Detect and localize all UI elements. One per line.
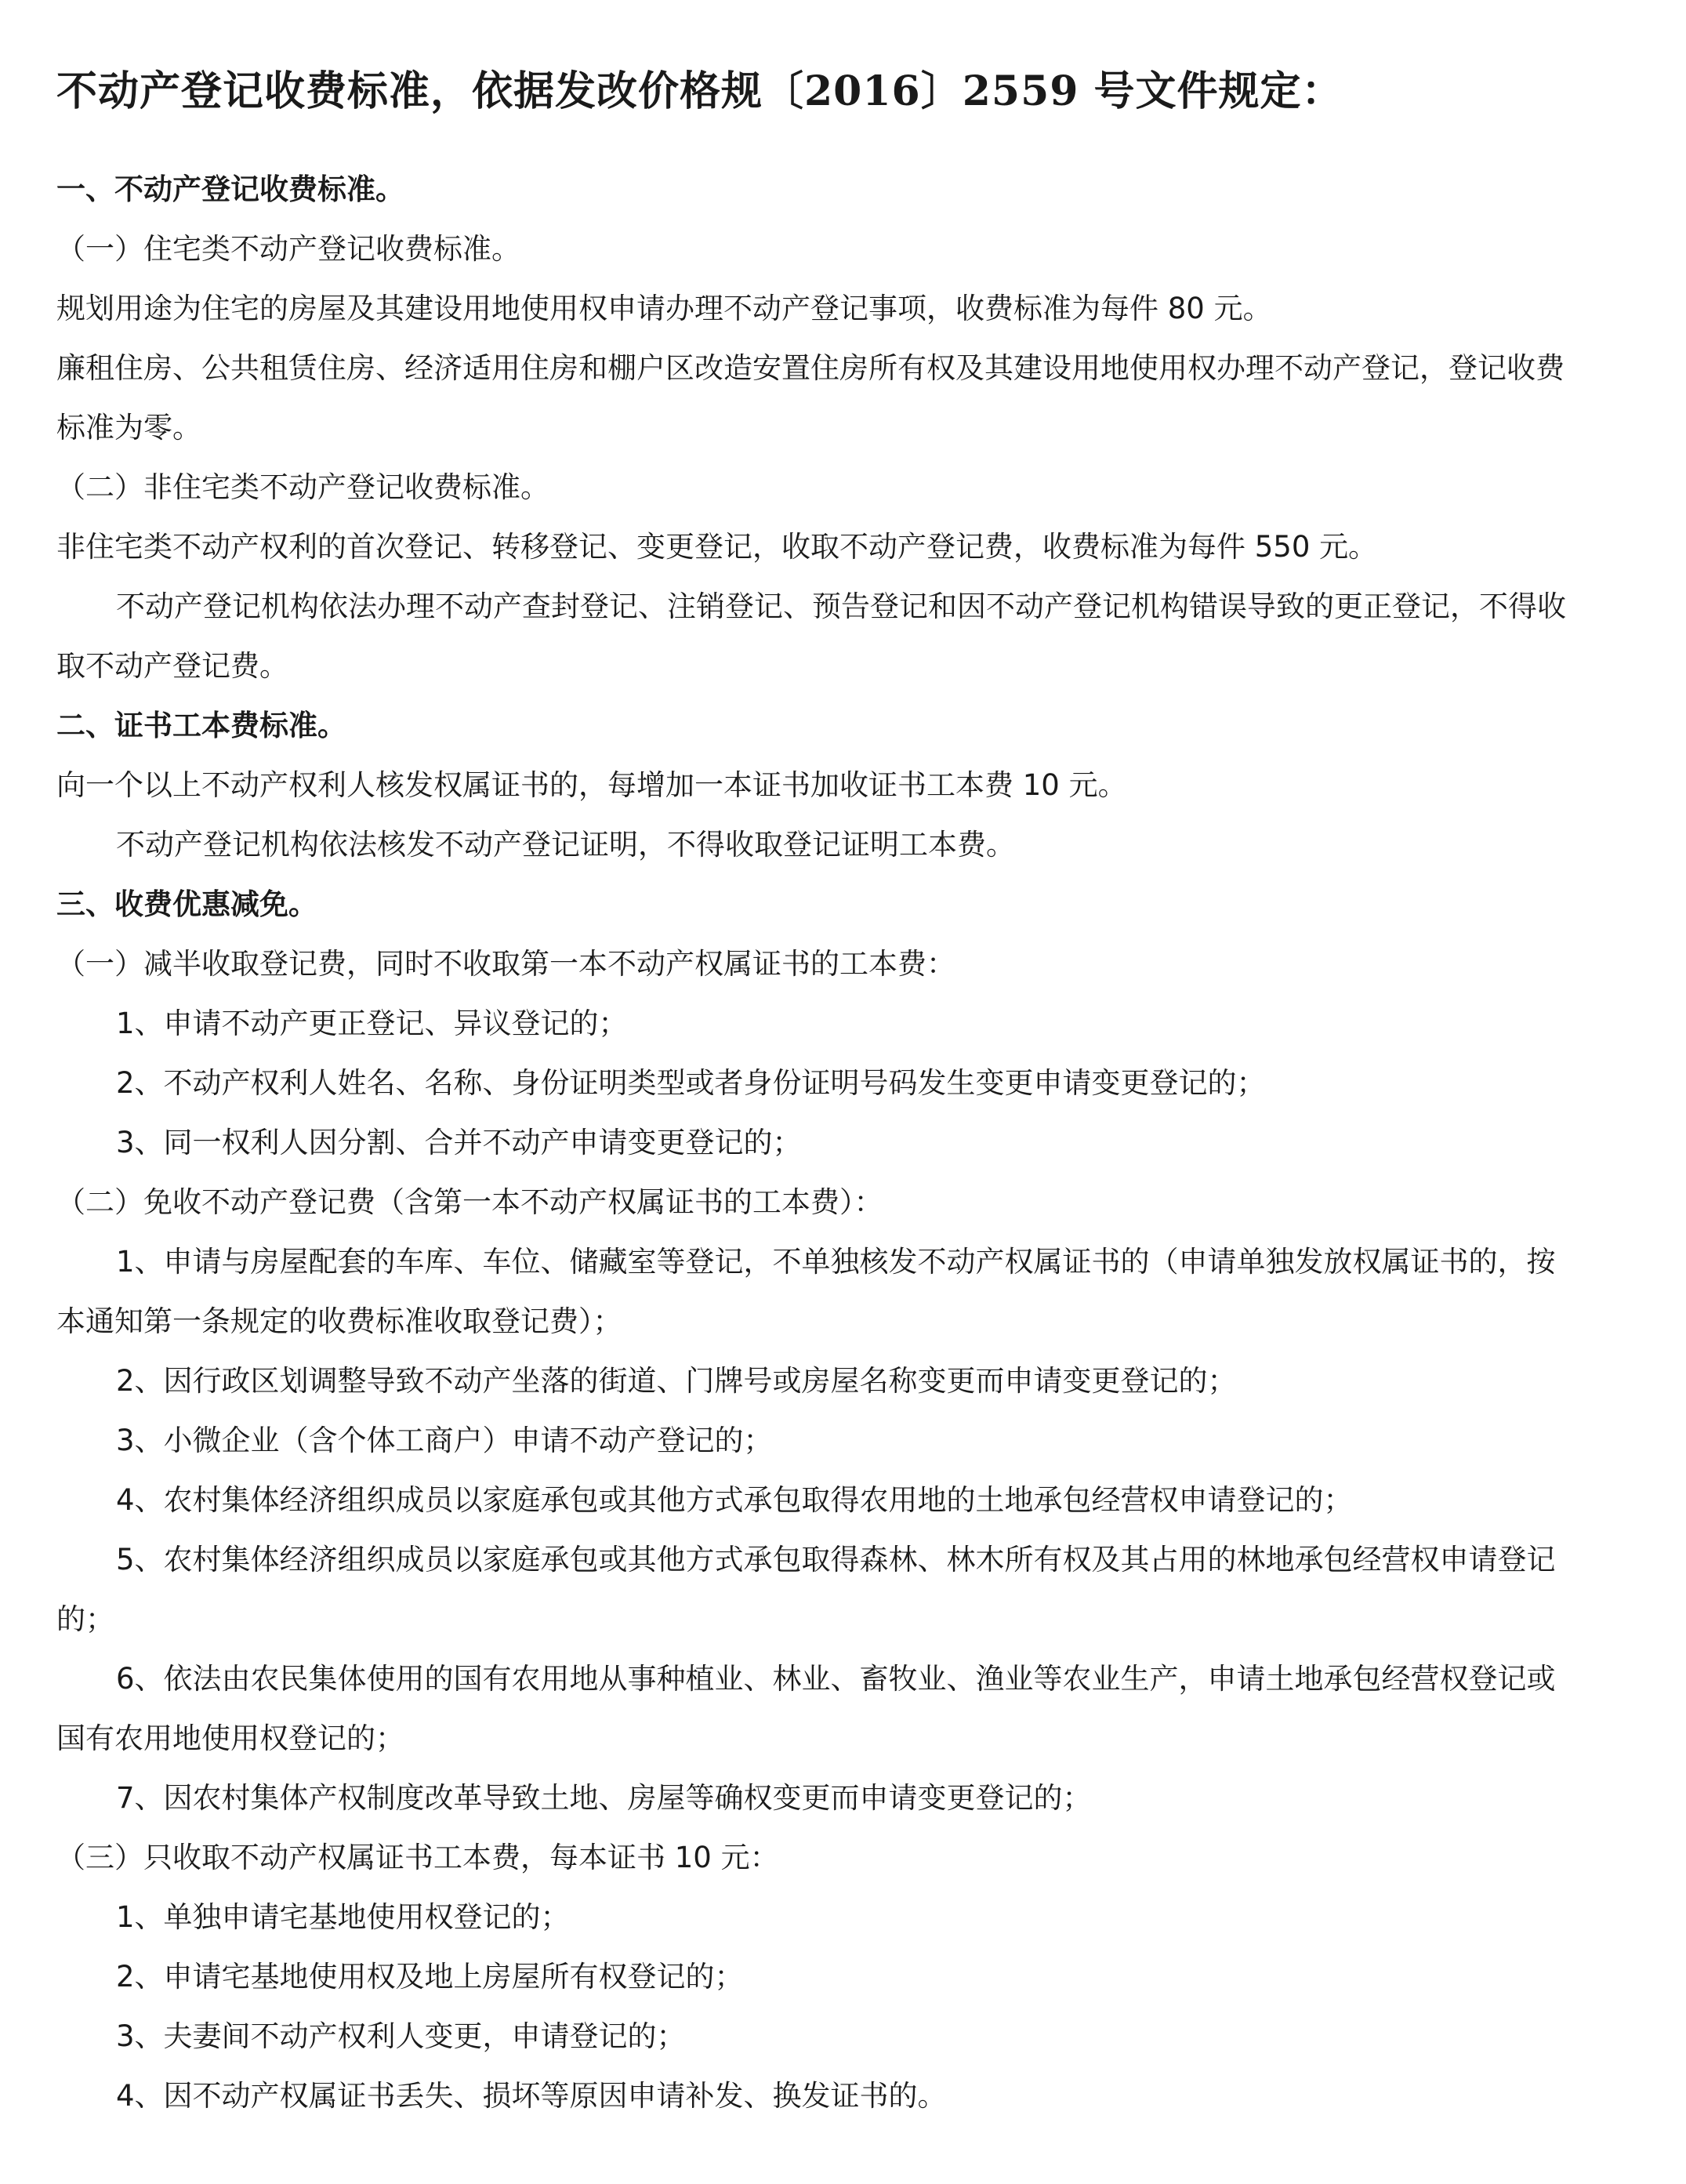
section-heading: 一、不动产登记收费标准。 xyxy=(56,172,404,206)
section-heading: 二、证书工本费标准。 xyxy=(56,709,346,742)
paragraph-line: 本通知第一条规定的收费标准收取登记费）； xyxy=(56,1304,622,1338)
paragraph-line: 1、申请不动产更正登记、异议登记的； xyxy=(116,1007,628,1040)
paragraph-line: （二）免收不动产登记费（含第一本不动产权属证书的工本费）： xyxy=(56,1185,883,1219)
paragraph-line: 7、因农村集体产权制度改革导致土地、房屋等确权变更而申请变更登记的； xyxy=(116,1781,1092,1815)
paragraph-line: 不动产登记机构依法核发不动产登记证明，不得收取登记证明工本费。 xyxy=(116,828,1015,862)
paragraph-line: （一）减半收取登记费，同时不收取第一本不动产权属证书的工本费： xyxy=(56,947,955,981)
paragraph-line: 向一个以上不动产权利人核发权属证书的，每增加一本证书加收证书工本费 10 元。 xyxy=(56,768,1127,802)
paragraph-line: 取不动产登记费。 xyxy=(56,649,288,683)
paragraph-line: 4、因不动产权属证书丢失、损坏等原因申请补发、换发证书的。 xyxy=(116,2079,947,2113)
paragraph-line: 5、农村集体经济组织成员以家庭承包或其他方式承包取得森林、林木所有权及其占用的林地承包经营权申请登记 xyxy=(116,1543,1556,1576)
paragraph-line: 不动产登记机构依法办理不动产查封登记、注销登记、预告登记和因不动产登记机构错误导致的更正登记，不得收 xyxy=(116,590,1566,623)
document-page xyxy=(56,64,1632,2126)
paragraph-line: （三）只收取不动产权属证书工本费，每本证书 10 元： xyxy=(56,1841,779,1874)
paragraph-line: 2、申请宅基地使用权及地上房屋所有权登记的； xyxy=(116,1960,744,1994)
paragraph-line: 规划用途为住宅的房屋及其建设用地使用权申请办理不动产登记事项，收费标准为每件 80 元。 xyxy=(56,292,1272,325)
document-title: 不动产登记收费标准，依据发改价格规〔2016〕2559 号文件规定： xyxy=(56,67,1343,115)
paragraph-line: （二）非住宅类不动产登记收费标准。 xyxy=(56,470,549,504)
paragraph-line: 3、夫妻间不动产权利人变更，申请登记的； xyxy=(116,2019,686,2053)
paragraph-line: 1、单独申请宅基地使用权登记的； xyxy=(116,1900,570,1934)
paragraph-line: 3、小微企业（含个体工商户）申请不动产登记的； xyxy=(116,1424,773,1457)
paragraph-line: 2、因行政区划调整导致不动产坐落的街道、门牌号或房屋名称变更而申请变更登记的； xyxy=(116,1364,1237,1398)
paragraph-line: 廉租住房、公共租赁住房、经济适用住房和棚户区改造安置住房所有权及其建设用地使用权办理不动产登记，登记收费 xyxy=(56,351,1565,385)
paragraph-line: 的； xyxy=(56,1602,114,1636)
paragraph-line: 非住宅类不动产权利的首次登记、转移登记、变更登记，收取不动产登记费，收费标准为每件 550 元。 xyxy=(56,530,1378,564)
paragraph-line: 2、不动产权利人姓名、名称、身份证明类型或者身份证明号码发生变更申请变更登记的； xyxy=(116,1066,1266,1100)
paragraph-line: 1、申请与房屋配套的车库、车位、储藏室等登记，不单独核发不动产权属证书的（申请单独发放权属证书的，按 xyxy=(116,1245,1556,1279)
paragraph-line: 3、同一权利人因分割、合并不动产申请变更登记的； xyxy=(116,1126,802,1159)
paragraph-line: 4、农村集体经济组织成员以家庭承包或其他方式承包取得农用地的土地承包经营权申请登记的； xyxy=(116,1483,1353,1517)
paragraph-line: 国有农用地使用权登记的； xyxy=(56,1721,404,1755)
paragraph-line: 标准为零。 xyxy=(56,411,201,444)
paragraph-line: （一）住宅类不动产登记收费标准。 xyxy=(56,232,520,266)
section-heading: 三、收费优惠减免。 xyxy=(56,887,317,921)
document-body xyxy=(56,160,1632,2126)
paragraph-line: 6、依法由农民集体使用的国有农用地从事种植业、林业、畜牧业、渔业等农业生产，申请土地承包经营权登记或 xyxy=(116,1662,1556,1696)
